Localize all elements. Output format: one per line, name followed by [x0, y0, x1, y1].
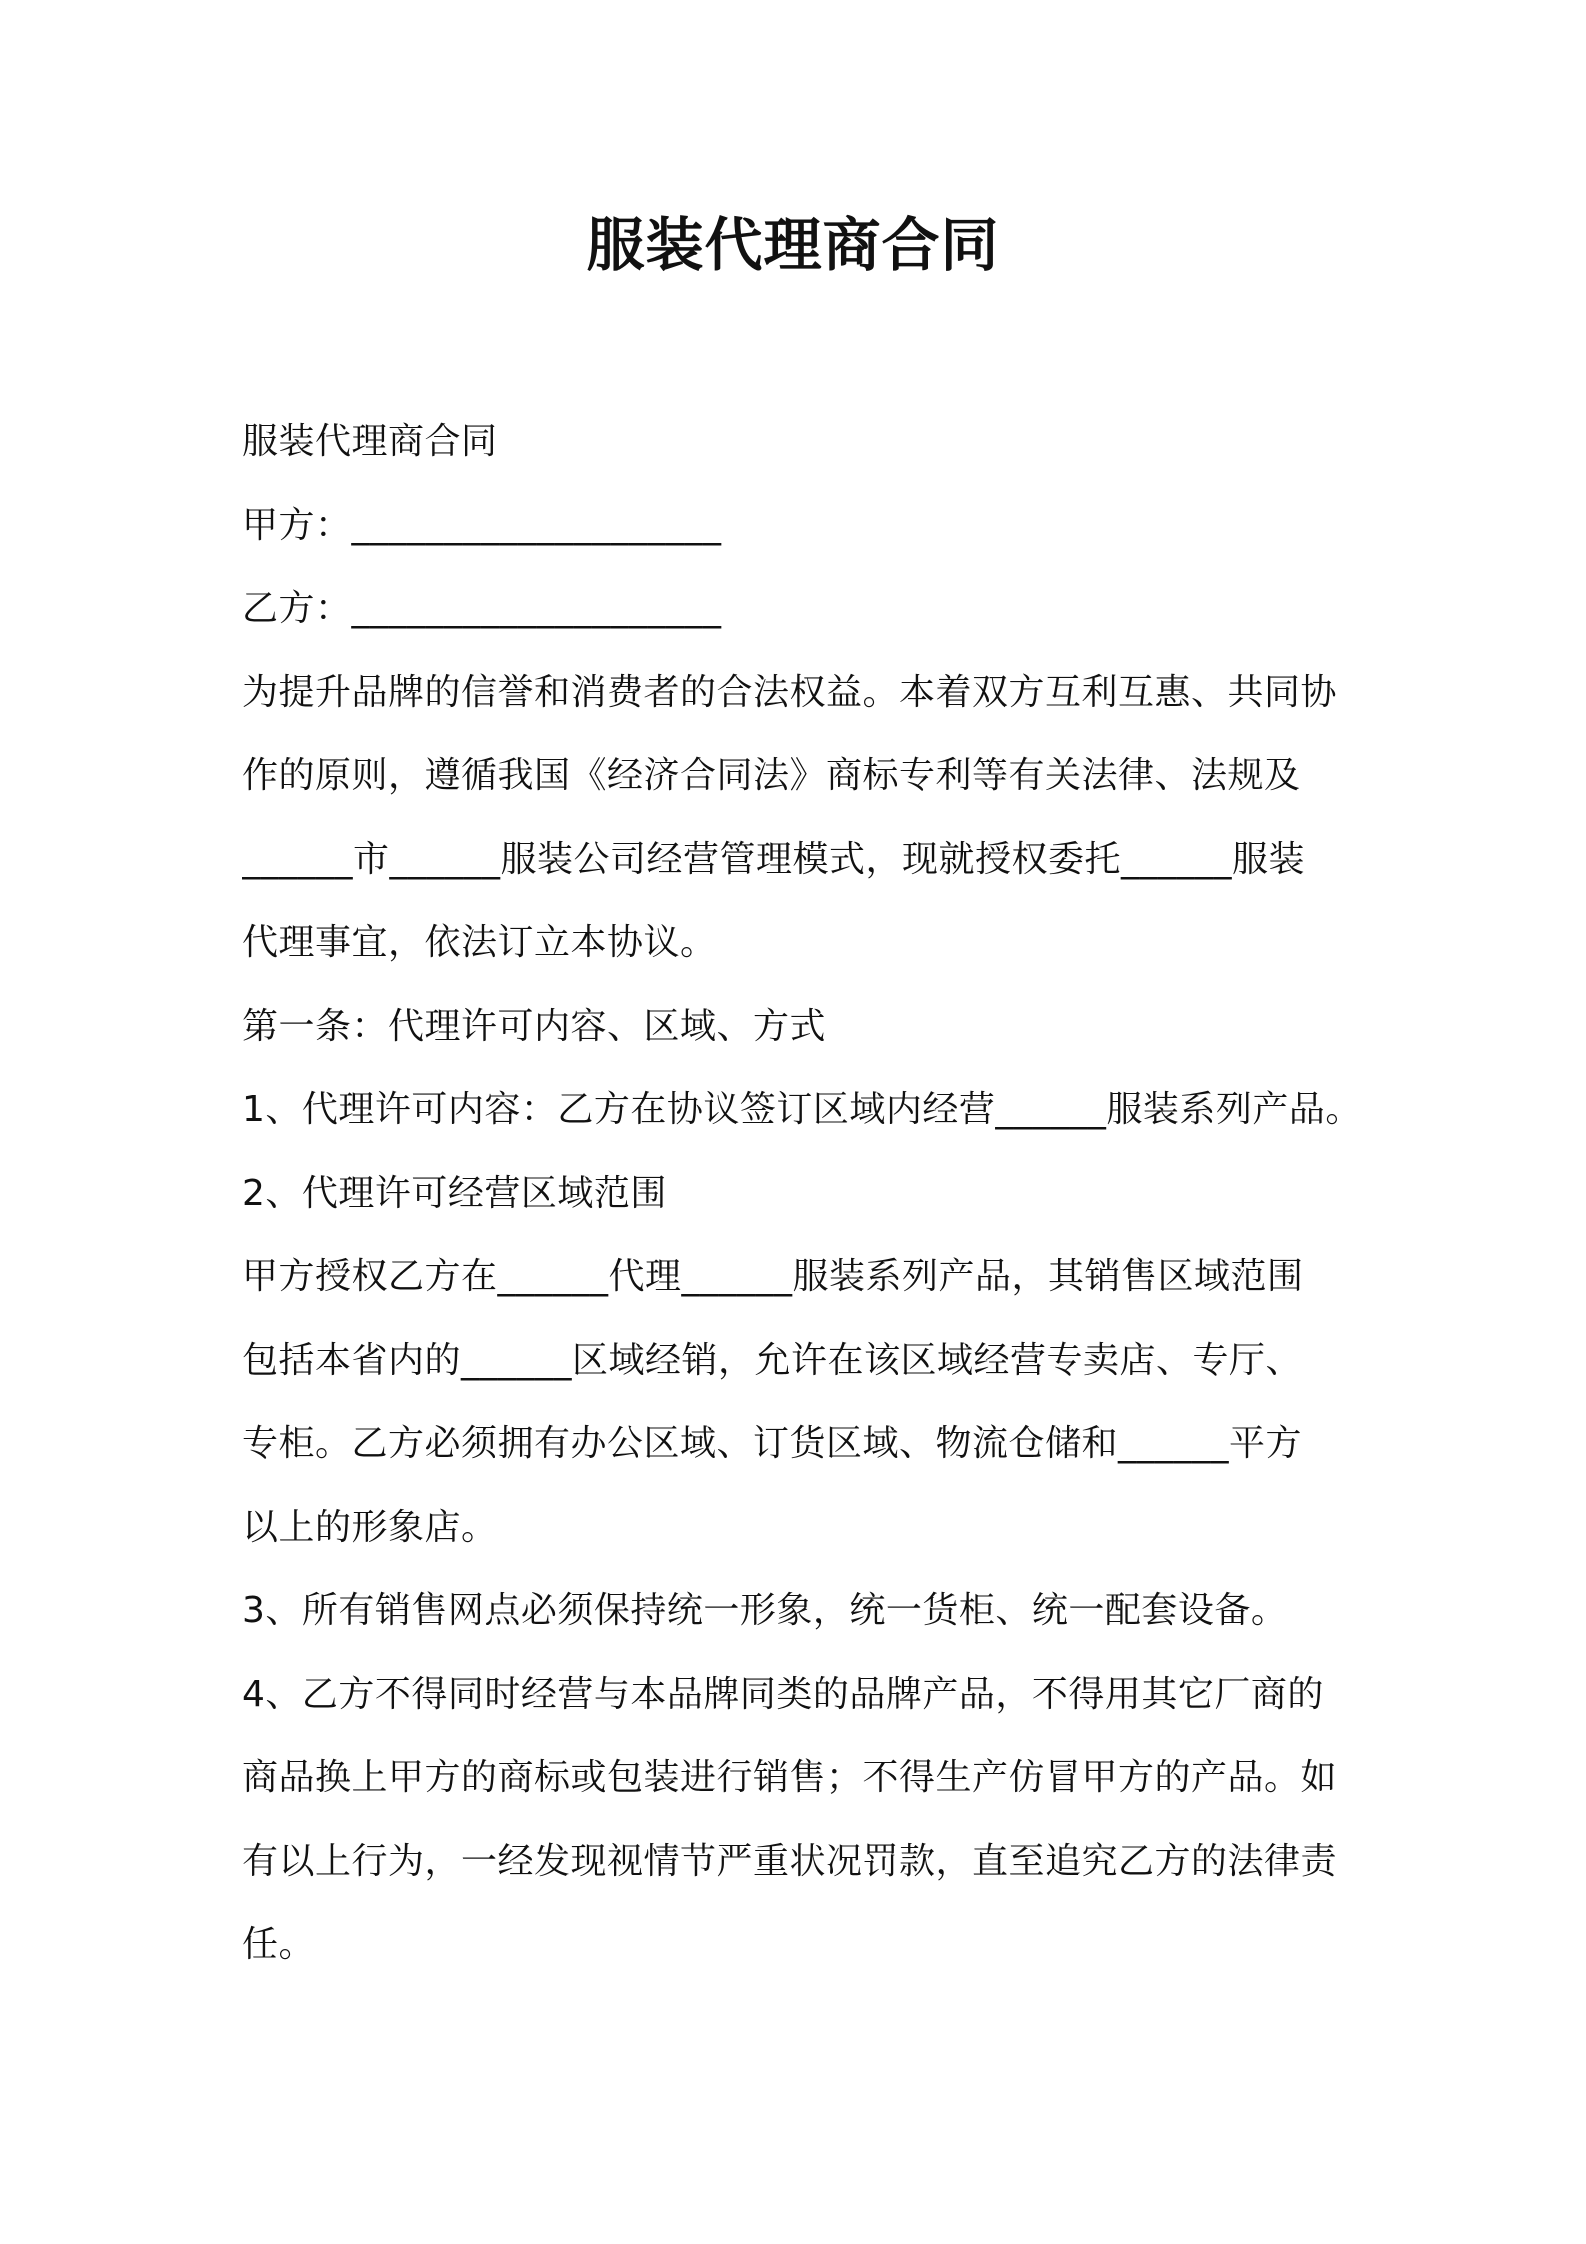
- clause-2-heading: 2、代理许可经营区域范围: [242, 1172, 667, 1214]
- body-line-heading: 服装代理商合同: [242, 421, 498, 462]
- document-body: [242, 400, 1362, 1987]
- clause-4-line-3: 有以上行为，一经发现视情节严重状况罚款，直至追究乙方的法律责: [242, 1840, 1338, 1882]
- clause-4-line-1: 4、乙方不得同时经营与本品牌同类的品牌产品，不得用其它厂商的: [242, 1673, 1324, 1715]
- party-a-line: 甲方：____________________: [242, 504, 722, 546]
- clause-2-line-2: 包括本省内的______区域经销，允许在该区域经营专卖店、专厅、: [242, 1339, 1303, 1381]
- clause-2-line-3: 专柜。乙方必须拥有办公区域、订货区域、物流仓储和______平方: [242, 1423, 1303, 1464]
- clause-4-line-2: 商品换上甲方的商标或包装进行销售；不得生产仿冒甲方的产品。如: [242, 1757, 1338, 1798]
- clause-2-line-4: 以上的形象店。: [242, 1506, 498, 1548]
- preamble-line-1: 为提升品牌的信誉和消费者的合法权益。本着双方互利互惠、共同协: [242, 671, 1338, 713]
- article-1-heading: 第一条：代理许可内容、区域、方式: [242, 1005, 827, 1047]
- clause-3: 3、所有销售网点必须保持统一形象，统一货柜、统一配套设备。: [242, 1590, 1288, 1631]
- preamble-line-3: ______市______服装公司经营管理模式，现就授权委托______服装: [242, 838, 1306, 880]
- preamble-line-2: 作的原则，遵循我国《经济合同法》商标专利等有关法律、法规及: [242, 755, 1301, 796]
- clause-2-line-1: 甲方授权乙方在______代理______服装系列产品，其销售区域范围: [242, 1256, 1304, 1297]
- party-b-line: 乙方：____________________: [242, 588, 722, 629]
- clause-4-line-4: 任。: [242, 1924, 316, 1965]
- preamble-line-4: 代理事宜，依法订立本协议。: [242, 922, 717, 963]
- document-title: 服装代理商合同: [586, 211, 1000, 279]
- clause-1: 1、代理许可内容：乙方在协议签订区域内经营______服装系列产品。: [242, 1089, 1362, 1130]
